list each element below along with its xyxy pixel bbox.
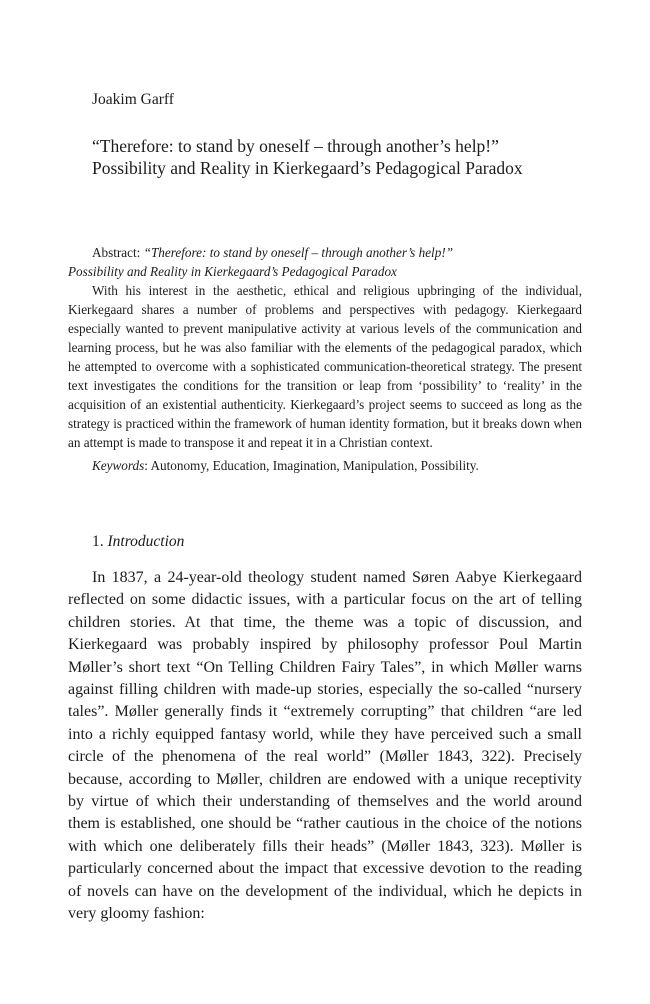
- body-paragraph: In 1837, a 24-year-old theology student named Søren Aabye Kierkegaard reflected on some didactic issues, with a particular focus on the art of telling children stories. At that time, the theme was a topic of discussion, and Kierkegaard was probably inspired by philosophy professor Poul Martin Møller’s short text “On Telling Children Fairy Tales”, in which Møller warns against filling children with made-up stories, especially the so-called “nursery tales”. Møller generally finds it “extremely corrupting” that children “are led into a richly equipped fantasy world, while they have perceived such a small circle of the phenomena of the real world” (Møller 1843, 322). Precisely because, according to Møller, children are endowed with a unique receptivity by virtue of which their understanding of themselves and the world around them is established, one should be “rather cautious in the choice of the notions with which one deliberately fills their heads” (Møller 1843, 323). Møller is particularly concerned about the impact that excessive devotion to the reading of novels can have on the development of the individual, which he depicts in very gloomy fashion:: [68, 569, 582, 923]
- paper-title: [92, 135, 523, 179]
- keywords-list: : Autonomy, Education, Imagination, Manipulation, Possibility.: [144, 458, 479, 473]
- section-heading: [92, 533, 184, 551]
- abstract-title-line-2: Possibility and Reality in Kierkegaard’s Pedagogical Paradox: [68, 264, 397, 279]
- abstract-body: With his interest in the aesthetic, ethical and religious upbringing of the individual, Kierkegaard shares a number of problems and perspectives with pedagogy. Kierkegaard especially wanted to prevent manipulative activity at various levels of the communication and learning process, but he was also familiar with the elements of the pedagogical paradox, which he attempted to overcome with a sophisticated communication-theoretical strategy. The present text investigates the conditions for the transition or leap from ‘possibility’ to ‘reality’ in the acquisition of an existential authenticity. Kierkegaard’s project seems to succeed as long as the strategy is practiced within the framework of human identity formation, but it breaks down when an attempt is made to transpose it and repeat it in a Christian context.: [68, 283, 582, 450]
- keywords: [68, 456, 582, 475]
- abstract-label: Abstract:: [92, 245, 144, 260]
- section-title: Introduction: [107, 533, 185, 550]
- abstract: [68, 243, 582, 475]
- keywords-label: Keywords: [92, 458, 145, 473]
- section-number: 1.: [92, 533, 108, 550]
- title-line-2: Possibility and Reality in Kierkegaard’s Pedagogical Paradox: [92, 158, 523, 178]
- abstract-heading: [68, 243, 582, 281]
- title-line-1: “Therefore: to stand by oneself – through another’s help!”: [92, 136, 499, 156]
- author-name: Joakim Garff: [92, 91, 174, 108]
- abstract-title-line-1: “Therefore: to stand by oneself – through another’s help!”: [143, 245, 454, 260]
